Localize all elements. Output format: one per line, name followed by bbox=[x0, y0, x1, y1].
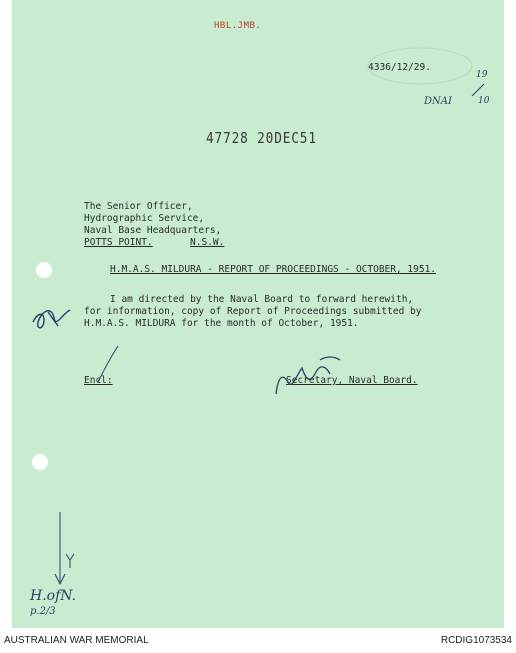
address-line-4: POTTS POINT. bbox=[84, 237, 153, 248]
bottom-note-line-2: p.2/3 bbox=[30, 606, 56, 617]
margin-note: DNAI bbox=[424, 96, 452, 107]
address-line-2: Hydrographic Service, bbox=[84, 213, 205, 224]
arrow-down-mark bbox=[55, 512, 65, 584]
enclosure-tick-mark bbox=[98, 346, 118, 382]
subject-line: H.M.A.S. MILDURA - REPORT OF PROCEEDINGS - OCTOBER, 1951. bbox=[110, 264, 437, 275]
footer-source: AUSTRALIAN WAR MEMORIAL bbox=[4, 635, 149, 646]
address-state: N.S.W. bbox=[190, 237, 225, 248]
signature-block: Secretary, Naval Board. bbox=[286, 375, 418, 386]
bottom-note-line-1: H.ofN. bbox=[30, 588, 77, 604]
enclosure-label: Encl: bbox=[84, 375, 113, 386]
signature-scribble bbox=[276, 357, 340, 394]
body-line-3: H.M.A.S. MILDURA for the month of October, 1951. bbox=[84, 318, 359, 329]
fraction-slash bbox=[472, 84, 484, 96]
address-line-1: The Senior Officer, bbox=[84, 201, 193, 212]
body-line-1: I am directed by the Naval Board to forward herewith, bbox=[110, 294, 414, 305]
file-number: 4336/12/29. bbox=[368, 62, 431, 73]
small-handwritten-mark bbox=[66, 554, 74, 568]
file-initials: HBL.JMB. bbox=[214, 21, 262, 31]
address-line-3: Naval Base Headquarters, bbox=[84, 225, 222, 236]
faint-oval-stamp bbox=[368, 48, 472, 84]
margin-initials-scribble bbox=[33, 310, 70, 328]
margin-fraction-bottom: 10 bbox=[478, 96, 490, 106]
margin-fraction-top: 19 bbox=[476, 70, 488, 80]
body-line-2: for information, copy of Report of Proceedings submitted by bbox=[84, 306, 422, 317]
footer-id: RCDIG1073534 bbox=[440, 635, 512, 646]
archive-footer bbox=[0, 629, 516, 653]
received-stamp: 47728 20DEC51 bbox=[206, 129, 317, 147]
